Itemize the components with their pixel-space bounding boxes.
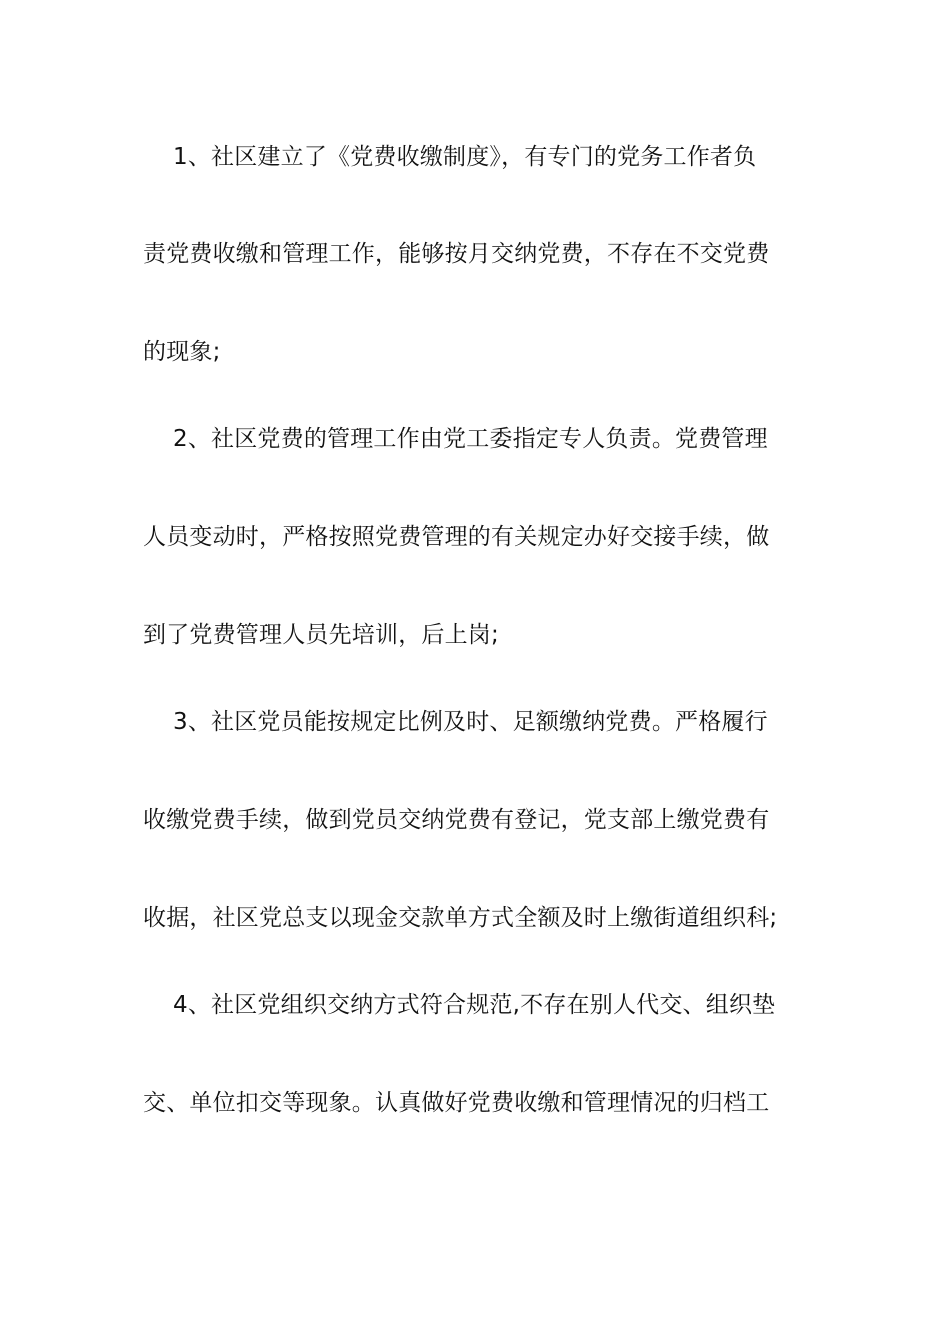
paragraph-2-line-2: 人员变动时，严格按照党费管理的有关规定办好交接手续，做 (143, 524, 770, 550)
paragraph-1-line-1: 1、社区建立了《党费收缴制度》，有专门的党务工作者负 (173, 144, 757, 170)
paragraph-4-line-2: 交、单位扣交等现象。认真做好党费收缴和管理情况的归档工 (143, 1090, 770, 1116)
paragraph-3-line-3: 收据，社区党总支以现金交款单方式全额及时上缴街道组织科; (143, 905, 778, 931)
paragraph-2-line-1: 2、社区党费的管理工作由党工委指定专人负责。党费管理 (173, 426, 768, 452)
paragraph-3-line-2: 收缴党费手续，做到党员交纳党费有登记，党支部上缴党费有 (143, 807, 770, 833)
paragraph-1-line-3: 的现象; (143, 339, 221, 365)
paragraph-2-line-3: 到了党费管理人员先培训，后上岗; (143, 622, 499, 648)
paragraph-4-line-1: 4、社区党组织交纳方式符合规范,不存在别人代交、组织垫 (173, 992, 776, 1018)
paragraph-1-line-2: 责党费收缴和管理工作，能够按月交纳党费，不存在不交党费 (143, 241, 770, 267)
paragraph-3-line-1: 3、社区党员能按规定比例及时、足额缴纳党费。严格履行 (173, 709, 768, 735)
